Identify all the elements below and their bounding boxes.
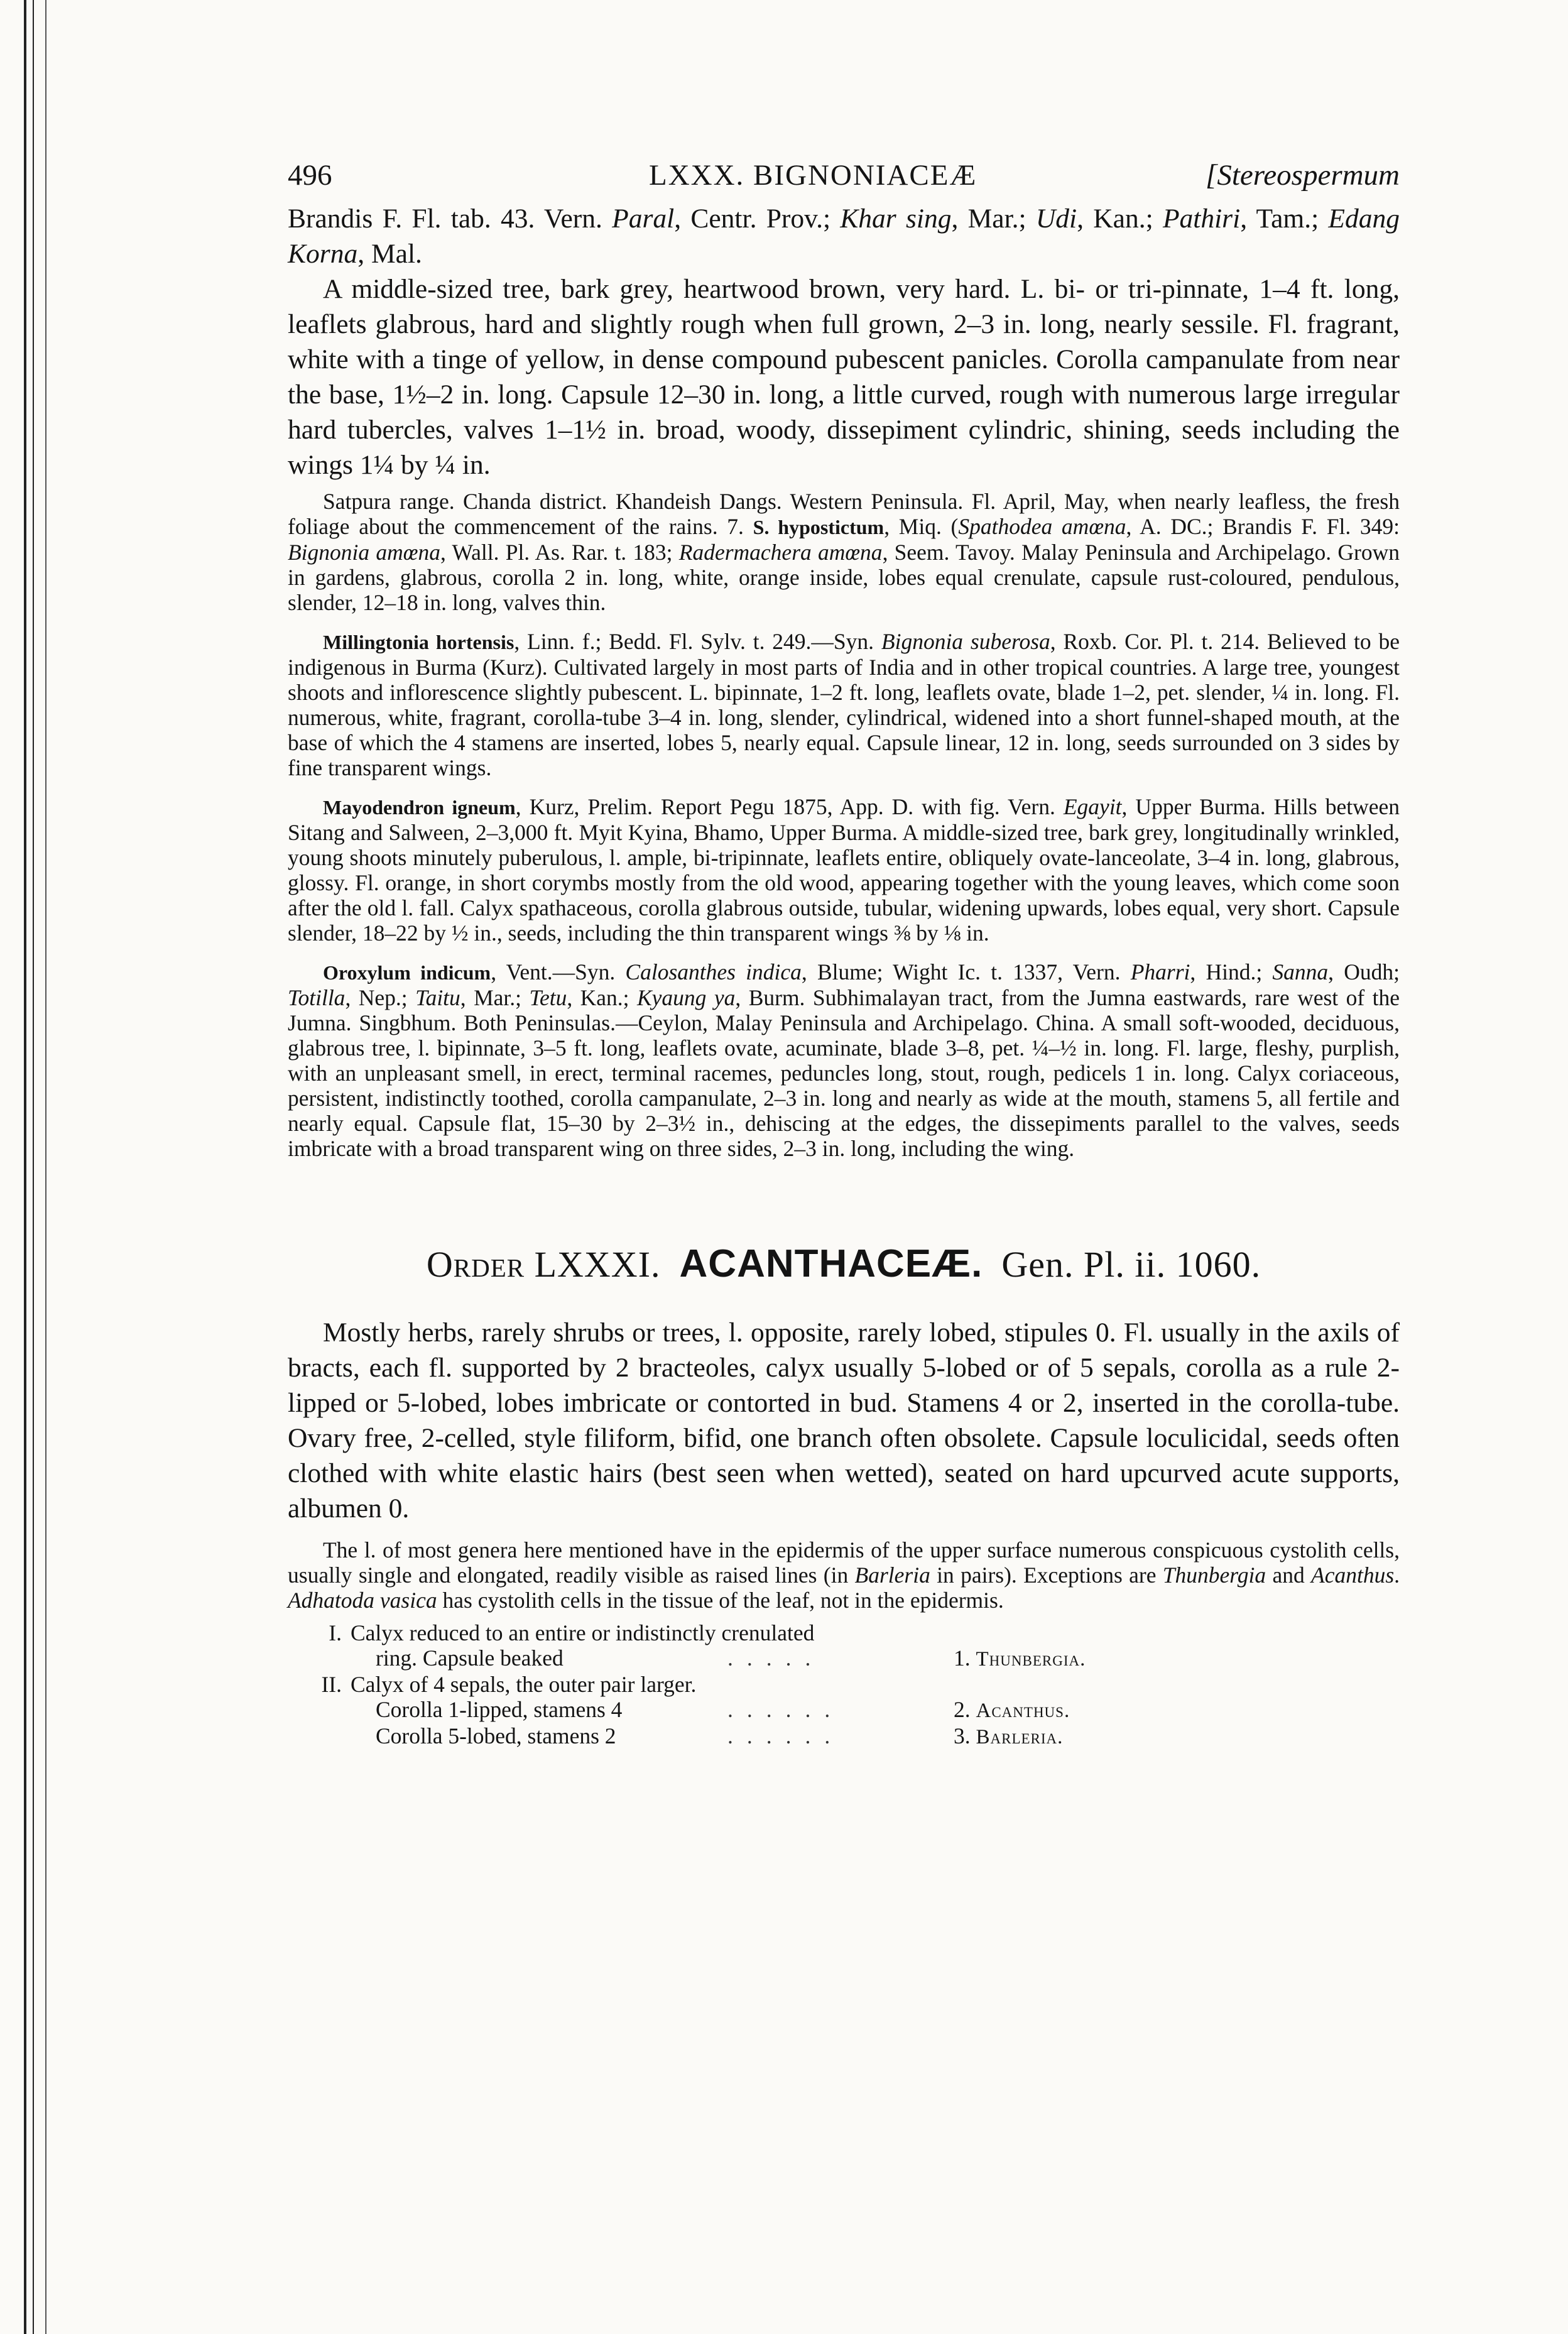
- key-text: Corolla 1-lipped, stamens 4 ...... 2. Acanthus.: [376, 1697, 1070, 1722]
- running-head: [288, 146, 1400, 190]
- key-text: Corolla 5-lobed, stamens 2 ...... 3. Barleria.: [376, 1723, 1064, 1748]
- key-leader-dots: ......: [727, 1723, 844, 1748]
- running-genus: [Stereospermum: [1206, 159, 1400, 192]
- stereospermum-synonymy: Brandis F. Fl. tab. 43. Vern. Paral, Centr. Prov.; Khar sing, Mar.; Udi, Kan.; Pathiri, Tam.; Edang Korna, Mal.: [288, 204, 1400, 269]
- millingtonia-paragraph: Millingtonia hortensis, Linn. f.; Bedd. Fl. Sylv. t. 249.—Syn. Bignonia suberosa, Roxb. Cor. Pl. t. 214. Believed to be indigenous in Burma (Kurz). Cultivated largely in most parts of India and in other tropical countries. A large tree, youngest shoots and inflorescence slightly pubescent. L. bipinnate, 1–2 ft. long, leaflets ovate, blade 1–2, pet. slender, ¼ in. long. Fl. numerous, white, fragrant, corolla-tube 3–4 in. long, slender, cylindrical, widened into a short funnel-shaped mouth, at the base of which the 4 stamens are inserted, lobes 5, nearly equal. Capsule linear, 12 in. long, seeds surrounded on 3 sides by fine transparent wings.: [288, 629, 1400, 780]
- key-label: II.: [321, 1672, 342, 1697]
- order-heading: [288, 1241, 1400, 1286]
- mayodendron-paragraph: Mayodendron igneum, Kurz, Prelim. Report Pegu 1875, App. D. with fig. Vern. Egayit, Upper Burma. Hills between Sitang and Salween, 2–3,000 ft. Myit Kyina, Bhamo, Upper Burma. A middle-sized tree, bark grey, longitudinally wrinkled, young shoots minutely puberulous, l. ample, bi-tripinnate, leaflets entire, obliquely ovate-lanceolate, 3–4 in. long, glabrous, glossy. Fl. orange, in short corymbs mostly from the old wood, appearing together with the young leaves, which come soon after the old l. fall. Calyx spathaceous, corolla glabrous outside, tubular, widening upwards, lobes equal, very short. Capsule slender, 18–22 by ½ in., seeds, including the thin transparent wings ⅜ by ⅛ in.: [288, 794, 1400, 946]
- oroxylum-paragraph: Oroxylum indicum, Vent.—Syn. Calosanthes indica, Blume; Wight Ic. t. 1337, Vern. Pharri, Hind.; Sanna, Oudh; Totilla, Nep.; Taitu, Mar.; Tetu, Kan.; Kyaung ya, Burm. Subhimalayan tract, from the Jumna eastwards, rare west of the Jumna. Singbhum. Both Peninsulas.—Ceylon, Malay Peninsula and Archipelago. China. A small soft-wooded, deciduous, glabrous tree, l. bipinnate, 3–5 ft. long, leaflets ovate, acuminate, blade 3–8, pet. ¼–½ in. long. Fl. large, fleshy, purplish, with an unpleasant smell, in erect, terminal racemes, peduncles long, stout, rough, pedicels 1 in. long. Calyx coriaceous, persistent, indistinctly toothed, corolla campanulate, 2–3 in. long and nearly as wide at the mouth, stamens 5, all fertile and nearly equal. Capsule flat, 15–30 by 2–3½ in., dehiscing at the edges, the dissepiments parallel to the valves, seeds imbricate with a broad transparent wing on three sides, 2–3 in. long, including the wing.: [288, 959, 1400, 1161]
- key-text: ring. Capsule beaked ..... 1. Thunbergia.: [376, 1645, 1086, 1671]
- stereospermum-distribution: Satpura range. Chanda district. Khandeish Dangs. Western Peninsula. Fl. April, May, when nearly leafless, the fresh foliage about the commencement of the rains. 7. S. hypostictum, Miq. (Spathodea amœna, A. DC.; Brandis F. Fl. 349: Bignonia amœna, Wall. Pl. As. Rar. t. 183; Radermachera amœna, Seem. Tavoy. Malay Peninsula and Archipelago. Grown in gardens, glabrous, corolla 2 in. long, white, orange inside, lobes equal crenulate, capsule rust-coloured, pendulous, slender, 12–18 in. long, valves thin.: [288, 489, 1400, 615]
- key-genus: Thunbergia.: [976, 1648, 1086, 1671]
- acanthaceae-description: Mostly herbs, rarely shrubs or trees, l. opposite, rarely lobed, stipules 0. Fl. usually in the axils of bracts, each fl. supported by 2 bracteoles, calyx usually 5-lobed or of 5 sepals, corolla as a rule 2-lipped or 5-lobed, lobes imbricate or contorted in bud. Stamens 4 or 2, inserted in the corolla-tube. Ovary free, 2-celled, style filiform, bifid, one branch often obsolete. Capsule loculicidal, seeds often clothed with white elastic hairs (best seen when wetted), seated on hard upcurved acute supports, albumen 0.: [288, 1317, 1400, 1524]
- page-number: 496: [288, 159, 332, 192]
- key-label: I.: [329, 1620, 342, 1645]
- binding-edge: [45, 0, 46, 2334]
- key-genus: Barleria.: [976, 1726, 1064, 1748]
- family-name: ACANTHACEÆ.: [679, 1242, 983, 1285]
- key-row: [288, 1672, 1400, 1697]
- key-row: [288, 1723, 1400, 1750]
- acanthaceae-cystolith-note: The l. of most genera here mentioned have in the epidermis of the upper surface numerous conspicuous cystolith cells, usually single and elongated, readily visible as raised lines (in Barleria in pairs). Exceptions are Thunbergia and Acanthus. Adhatoda vasica has cystolith cells in the tissue of the leaf, not in the epidermis.: [288, 1537, 1400, 1613]
- key-genus: Acanthus.: [976, 1699, 1070, 1722]
- binding-edge: [24, 0, 26, 2334]
- running-title: LXXX. BIGNONIACEÆ: [649, 159, 977, 192]
- key-leader-dots: ......: [727, 1697, 844, 1722]
- stereospermum-description: A middle-sized tree, bark grey, heartwood brown, very hard. L. bi- or tri-pinnate, 1–4 ft. long, leaflets glabrous, hard and slightly rough when full grown, 2–3 in. long, nearly sessile. Fl. fragrant, white with a tinge of yellow, in dense compound pubescent panicles. Corolla campanulate from near the base, 1½–2 in. long. Capsule 12–30 in. long, a little curved, rough with numerous large irregular hard tubercles, valves 1–1½ in. broad, woody, dissepiment cylindric, shining, seeds including the wings 1¼ by ¼ in.: [288, 274, 1400, 480]
- key-text: Calyx reduced to an entire or indistinctly crenulated: [351, 1620, 815, 1645]
- binding-edge: [33, 0, 34, 2334]
- key-row: [288, 1645, 1400, 1672]
- genus-key: [288, 1620, 1400, 1750]
- order-label: Order LXXXI.: [426, 1244, 661, 1285]
- key-leader-dots: .....: [727, 1645, 825, 1671]
- page-content: [288, 146, 1400, 1750]
- key-row: [288, 1697, 1400, 1723]
- order-reference: Gen. Pl. ii. 1060.: [1001, 1244, 1261, 1285]
- key-row: [288, 1620, 1400, 1645]
- key-text: Calyx of 4 sepals, the outer pair larger.: [351, 1672, 697, 1697]
